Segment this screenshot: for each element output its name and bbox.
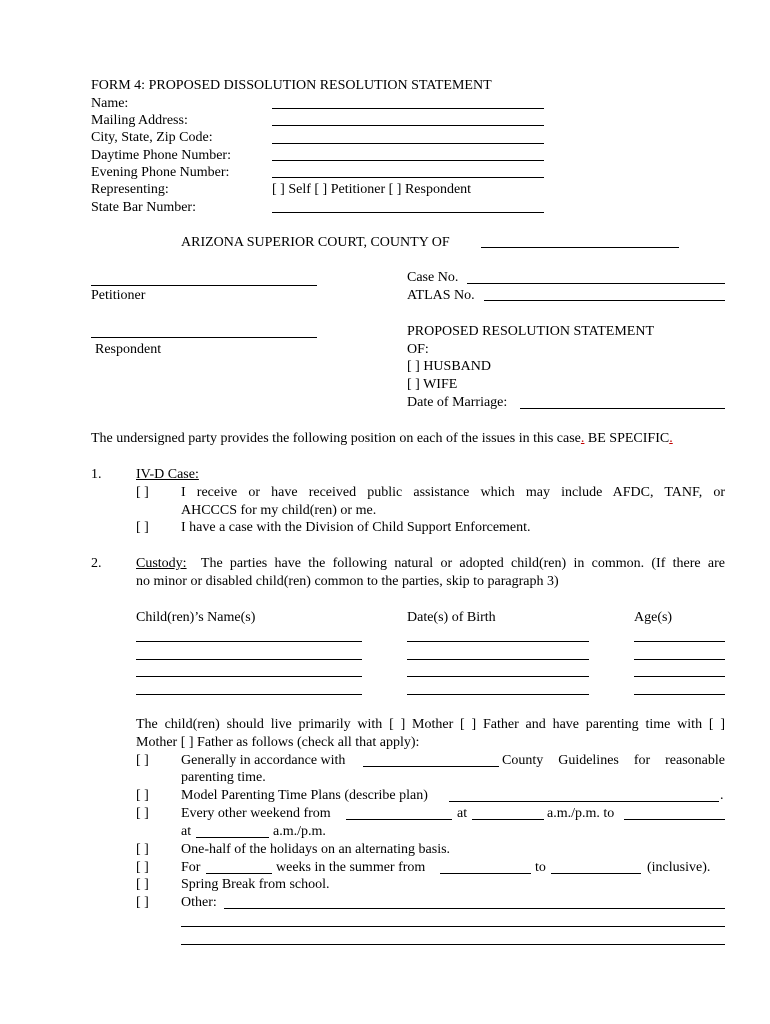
section-1-number: 1. [91, 467, 102, 482]
marriage-date-field[interactable] [520, 408, 725, 409]
marriage-date-label: Date of Marriage: [407, 395, 508, 410]
weekend-text: Every other weekend from [181, 806, 331, 821]
model-plan-text: Model Parenting Time Plans (describe plan) [181, 788, 428, 803]
weekend-time-field[interactable] [472, 819, 544, 820]
custody-intro-text: The parties have the following natural or adopted child(ren) in common. (If there are [200, 556, 726, 571]
parenting-checkbox-model-plan[interactable]: [ ] [136, 788, 149, 803]
weekend-at-label: at [457, 806, 468, 821]
other-label: Other: [181, 895, 217, 910]
child-age-field[interactable] [634, 694, 725, 695]
custody-heading: Custody: [136, 556, 187, 571]
guidelines-text-line-2: parenting time. [181, 770, 266, 785]
form-title: FORM 4: PROPOSED DISSOLUTION RESOLUTION STATEMENT [91, 78, 492, 93]
spring-break-text: Spring Break from school. [181, 877, 330, 892]
live-with-line-2: Mother [ ] Father as follows (check all that apply): [136, 735, 420, 750]
holidays-text: One-half of the holidays on an alternating basis. [181, 842, 451, 857]
petitioner-name-field[interactable] [91, 285, 317, 286]
weekend-to-field[interactable] [624, 819, 725, 820]
section-2-number: 2. [91, 556, 102, 571]
intro-paragraph [91, 430, 673, 447]
parenting-checkbox-summer[interactable]: [ ] [136, 860, 149, 875]
mailing-address-field[interactable] [272, 125, 544, 126]
daytime-phone-field[interactable] [272, 160, 544, 161]
child-name-field[interactable] [136, 641, 362, 642]
section-1-heading: IV-D Case: [136, 467, 199, 482]
child-dob-field[interactable] [407, 641, 589, 642]
summer-inclusive: (inclusive). [647, 860, 711, 875]
summer-weeks-field[interactable] [206, 873, 272, 874]
parenting-checkbox-holidays[interactable]: [ ] [136, 842, 149, 857]
parenting-checkbox-other[interactable]: [ ] [136, 895, 149, 910]
case-no-label: Case No. [407, 270, 459, 285]
child-name-field[interactable] [136, 676, 362, 677]
summer-for-label: For [181, 860, 201, 875]
name-field[interactable] [272, 108, 544, 109]
mailing-address-label: Mailing Address: [91, 113, 188, 128]
county-field[interactable] [481, 247, 679, 248]
weekend-from-field[interactable] [346, 819, 452, 820]
weekend-ampm-to: a.m./p.m. to [547, 806, 615, 821]
name-label: Name: [91, 96, 129, 111]
husband-checkbox[interactable]: [ ] HUSBAND [407, 359, 491, 374]
respondent-label: Respondent [95, 342, 162, 357]
model-plan-period: . [720, 788, 724, 803]
weekend-ampm-2: a.m./p.m. [273, 824, 326, 839]
statement-title: PROPOSED RESOLUTION STATEMENT [407, 324, 655, 339]
other-field-line-2[interactable] [181, 926, 725, 927]
weekend-to-time-field[interactable] [196, 837, 269, 838]
guidelines-county-field[interactable] [363, 766, 499, 767]
summer-from-field[interactable] [440, 873, 531, 874]
child-age-field[interactable] [634, 676, 725, 677]
ivd-item-1-line-1: I receive or have received public assistance which may include AFDC, TANF, or [181, 485, 725, 500]
custody-intro-line-2: no minor or disabled child(ren) common to the parties, skip to paragraph 3) [136, 574, 559, 589]
intro-text: The undersigned party provides the following position on each of the issues in this case [91, 431, 581, 446]
ivd-checkbox-2[interactable]: [ ] [136, 520, 149, 535]
city-state-zip-label: City, State, Zip Code: [91, 130, 213, 145]
child-age-field[interactable] [634, 641, 725, 642]
parenting-checkbox-spring-break[interactable]: [ ] [136, 877, 149, 892]
custody-intro-line-1 [136, 555, 725, 572]
case-no-field[interactable] [467, 283, 725, 284]
children-age-header: Age(s) [634, 610, 673, 625]
ivd-item-2: I have a case with the Division of Child Support Enforcement. [181, 520, 531, 535]
parenting-checkbox-guidelines[interactable]: [ ] [136, 753, 149, 768]
respondent-name-field[interactable] [91, 337, 317, 338]
city-state-zip-field[interactable] [272, 143, 544, 144]
intro-punct-2: . [669, 431, 673, 446]
atlas-no-field[interactable] [484, 300, 725, 301]
other-field-line-3[interactable] [181, 944, 725, 945]
summer-weeks-text: weeks in the summer from [276, 860, 426, 875]
other-field[interactable] [224, 908, 725, 909]
children-dob-header: Date(s) of Birth [407, 610, 496, 625]
child-dob-field[interactable] [407, 676, 589, 677]
child-dob-field[interactable] [407, 659, 589, 660]
summer-to-field[interactable] [551, 873, 641, 874]
live-with-line-1: The child(ren) should live primarily with [ ] Mother [ ] Father and have parenting time with [ ] [136, 717, 725, 732]
child-name-field[interactable] [136, 694, 362, 695]
guidelines-text-a: Generally in accordance with [181, 753, 346, 768]
atlas-no-label: ATLAS No. [407, 288, 475, 303]
summer-to-label: to [535, 860, 546, 875]
wife-checkbox[interactable]: [ ] WIFE [407, 377, 458, 392]
court-title: ARIZONA SUPERIOR COURT, COUNTY OF [181, 235, 450, 250]
intro-specific: BE SPECIFIC [584, 431, 670, 446]
representing-label: Representing: [91, 182, 169, 197]
state-bar-field[interactable] [272, 212, 544, 213]
weekend-at-label-2: at [181, 824, 192, 839]
child-age-field[interactable] [634, 659, 725, 660]
ivd-item-1-line-2: AHCCCS for my child(ren) or me. [181, 503, 377, 518]
ivd-checkbox-1[interactable]: [ ] [136, 485, 149, 500]
state-bar-label: State Bar Number: [91, 200, 196, 215]
statement-of: OF: [407, 342, 429, 357]
intro-punct-1: . [580, 431, 585, 446]
representing-options[interactable]: [ ] Self [ ] Petitioner [ ] Respondent [272, 182, 472, 197]
model-plan-field[interactable] [449, 801, 719, 802]
evening-phone-label: Evening Phone Number: [91, 165, 230, 180]
evening-phone-field[interactable] [272, 177, 544, 178]
children-name-header: Child(ren)’s Name(s) [136, 610, 256, 625]
guidelines-text-b: County Guidelines for reasonable [502, 753, 725, 768]
child-dob-field[interactable] [407, 694, 589, 695]
parenting-checkbox-weekend[interactable]: [ ] [136, 806, 149, 821]
child-name-field[interactable] [136, 659, 362, 660]
petitioner-label: Petitioner [91, 288, 146, 303]
daytime-phone-label: Daytime Phone Number: [91, 148, 231, 163]
